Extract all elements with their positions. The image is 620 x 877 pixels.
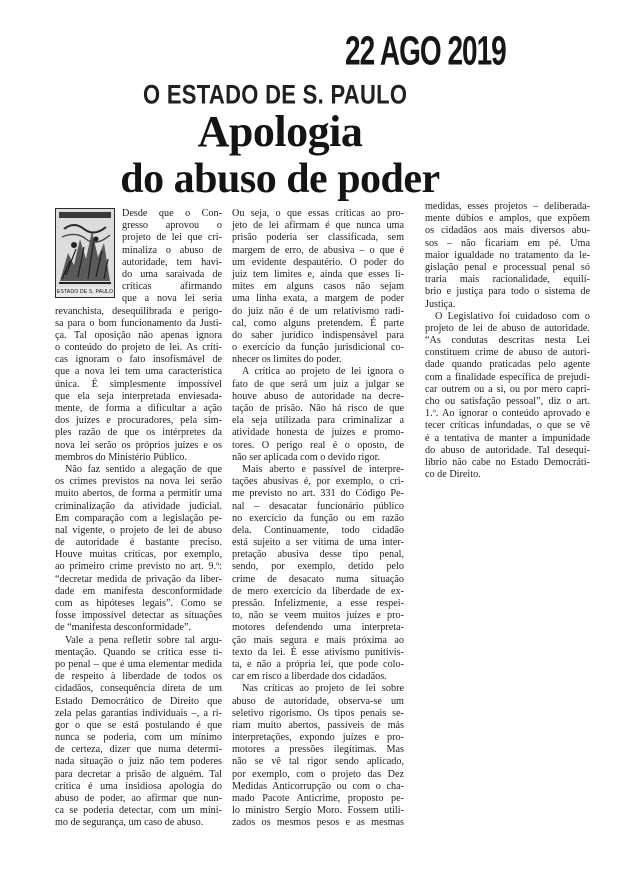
- text-line: ção mais segura e mais próxima ao: [232, 634, 404, 646]
- article-column-1: [55, 208, 222, 830]
- text-line: única. É simplesmente impossível: [55, 378, 222, 390]
- text-line: houve abuso de autoridade na decre-: [232, 390, 404, 402]
- text-line: O Legislativo foi cuidadoso com o: [435, 310, 590, 322]
- text-line: minaliza o abuso de: [122, 244, 222, 256]
- text-line: de autoridade é bastante preciso.: [55, 537, 222, 549]
- text-line: com a finalidade específica de prejudi-: [425, 371, 590, 383]
- text-line: “As condutas descritas nesta Lei: [425, 335, 590, 347]
- text-line: atividade honesta de juízes e promo-: [232, 427, 404, 439]
- text-line: o conteúdo do projeto de lei. As críti-: [55, 342, 222, 354]
- text-line: sos – não ficariam em pé. Uma: [425, 237, 590, 249]
- text-line: membros do Ministério Público.: [55, 451, 187, 463]
- text-line: interpretações, expondo juízes e pro-: [232, 732, 404, 744]
- text-line: é a tentativa de manter a impunidade: [425, 432, 590, 444]
- article-paragraph: [232, 208, 404, 366]
- article-paragraph: [425, 311, 590, 482]
- article-title-line-2: do abuso de poder: [120, 156, 440, 202]
- article-paragraph: [425, 201, 590, 311]
- text-line: me previsto no art. 331 do Código Pe-: [232, 488, 404, 500]
- article-title: [80, 108, 480, 202]
- text-line: fosse impossível detectar as situações: [55, 610, 222, 622]
- text-line: gor o que se está postulando é que: [55, 719, 222, 731]
- article-paragraph: [232, 683, 404, 829]
- text-line: de “manifesta desconformidade”.: [55, 622, 192, 634]
- text-line: do abuso de autoridade. Tal desequi-: [425, 444, 590, 456]
- text-line: dade em manifesta desconformidade: [55, 585, 222, 597]
- text-line: ao primeiro crime previsto no art. 9.º:: [55, 561, 222, 573]
- text-line: do saber jurídico indispensável para: [232, 329, 404, 341]
- text-line: que ela seja interpretada enviesada-: [55, 390, 222, 402]
- text-line: por exemplo, com o projeto das Dez: [232, 768, 404, 780]
- text-line: margem de erro, de abusiva – o que é: [232, 244, 404, 256]
- text-line: ples razão de que os intérpretes da: [55, 427, 222, 439]
- text-line: ela seja utilizada para criminalizar a: [232, 415, 404, 427]
- text-line: no exercício da função ou em razão: [232, 512, 404, 524]
- text-line: texto da lei. É esse ativismo punitivis-: [232, 646, 404, 658]
- article-title-line-1: Apologia: [197, 107, 363, 156]
- text-line: não ser aplicada com o devido rigor.: [232, 451, 380, 463]
- text-line: uma linha exata, a margem de poder: [232, 293, 404, 305]
- text-line: projeto de lei que cri-: [122, 232, 222, 244]
- text-line: com as hipóteses legais”. Como se: [55, 598, 222, 609]
- text-line: que a nova lei seria: [122, 293, 222, 305]
- text-line: de respeito à liberdade de todos os: [55, 671, 222, 683]
- text-line: motores a pressões ilegítimas. Mas: [232, 744, 404, 756]
- text-line: tores. O perigo real é o oposto, de: [232, 439, 404, 451]
- text-line: ta, e não a própria lei, que pode colo-: [232, 658, 404, 670]
- text-line: críticas afirmando: [122, 281, 222, 293]
- text-line: mado Pacote Anticrime, proposto pe-: [232, 793, 404, 804]
- text-line: nunca se poderia, com um mínimo: [55, 732, 222, 744]
- text-line: zados os mesmos pesos e as mesmas: [232, 817, 404, 829]
- text-line: co de Direito.: [425, 469, 481, 481]
- text-line: cas ignoram o fato insofismável de: [55, 354, 222, 366]
- text-line: pressão. Infelizmente, a esse respei-: [232, 598, 404, 609]
- text-line: to, não se veem muitos juízes e pro-: [232, 610, 404, 622]
- article-column-3: [425, 201, 590, 481]
- text-line: 1.º. Ao ignorar o conteúdo aprovado e: [425, 408, 590, 420]
- article-paragraph: [232, 366, 404, 464]
- text-line: autoridade, tem havi-: [122, 256, 222, 268]
- text-line: jeto de lei afirmam é que nunca uma: [232, 220, 404, 232]
- text-line: pretação abusiva desse tipo penal,: [232, 549, 404, 561]
- text-line: para decretar a prisão de alguém. Tal: [55, 768, 222, 780]
- text-line: brio e justiça para todo o sistema de: [425, 286, 590, 298]
- article-paragraph: [55, 464, 222, 635]
- text-line: dela. Continuamente, todo cidadão: [232, 524, 404, 536]
- text-line: Ou seja, o que essas críticas ao pro-: [232, 208, 404, 219]
- text-line: ca se poderia detectar, com um míni-: [55, 805, 222, 817]
- text-line: zela pelas garantias individuais –, a ri-: [55, 707, 222, 719]
- text-line: abuso de poder, ao afirmar que nun-: [55, 793, 222, 804]
- text-line: do uma saraivada de: [122, 268, 222, 280]
- text-line: Houve muitas críticas, por exemplo,: [55, 549, 222, 561]
- text-line: seletivo rigorismo. Os tipos penais se-: [232, 707, 404, 719]
- text-line: prisão poderia ser classificada, sem: [232, 232, 404, 244]
- text-line: de certeza, dizer que numa determi-: [55, 744, 222, 756]
- text-line: abuso de autoridade, observa-se um: [232, 695, 404, 707]
- text-line: Medidas Anticorrupção ou com o cha-: [232, 780, 404, 792]
- text-line: motores defendendo uma interpreta-: [232, 622, 404, 634]
- text-line: Justiça.: [425, 298, 456, 310]
- text-line: o exercício da função jurisdicional co-: [232, 342, 404, 354]
- text-line: Mais aberto e passível de interpre-: [242, 463, 404, 475]
- text-line: os cidadãos aos mais diversos abu-: [425, 225, 590, 237]
- text-line: riam muito abertos, passíveis de más: [232, 719, 404, 731]
- text-line: tações abusivas é, por exemplo, o cri-: [232, 476, 404, 488]
- text-line: cal, como alguns pretendem. É parte: [232, 317, 404, 329]
- text-line: crime de desacato numa situação: [232, 573, 404, 585]
- text-line: mo de segurança, um caso de abuso.: [55, 817, 204, 829]
- article-column-2: [232, 208, 404, 830]
- newspaper-name: O ESTADO DE S. PAULO: [143, 79, 408, 110]
- text-line: que a nova lei tem uma característica: [55, 366, 222, 378]
- text-line: está sujeito a ser vítima de uma inter-: [232, 537, 404, 549]
- text-line: Em comparação com a legislação pe-: [55, 512, 222, 524]
- text-line: ça. Tal oposição não apenas ignora: [55, 329, 222, 341]
- stamp-date: 22 AGO 2019: [345, 28, 506, 74]
- text-line: não se vê tal rigor sendo aplicado,: [232, 756, 404, 768]
- text-line: mites em alguns casos não sejam: [232, 281, 404, 293]
- text-line: gresso aprovou o: [122, 220, 222, 232]
- text-line: mente, de forma a dificultar a ação: [55, 403, 222, 414]
- text-line: constituem crime de abuso de autori-: [425, 347, 590, 359]
- text-line: nhecer os limites do poder.: [232, 354, 342, 366]
- text-line: traria mais racionalidade, equilí-: [425, 274, 590, 286]
- text-line: medidas, esses projetos – deliberada-: [425, 201, 590, 212]
- text-line: do juiz não é de um relativismo radi-: [232, 305, 404, 317]
- text-line: um evidente despautério. O poder do: [232, 256, 404, 268]
- text-line: tecer críticas infundadas, o que se vê: [425, 420, 590, 432]
- text-line: projeto de lei de abuso de autoridade.: [425, 322, 590, 334]
- article-paragraph: [232, 464, 404, 683]
- text-line: gislação penal e processual penal só: [425, 261, 590, 273]
- text-line: nada situação o juiz não tem poderes: [55, 756, 222, 768]
- text-line: revanchista, desequilibrada e perigo-: [55, 305, 222, 317]
- text-line: po penal – que é uma elementar medida: [55, 658, 222, 670]
- text-line: lo ministro Sergio Moro. Fossem utili-: [232, 805, 404, 817]
- text-line: tação de prisão. Não há risco de que: [232, 403, 404, 414]
- text-line: nal – desacatar funcionário público: [232, 500, 404, 512]
- text-line: sendo, por exemplo, detido pelo: [232, 561, 404, 573]
- text-line: nal vigente, o projeto de lei de abuso: [55, 524, 222, 536]
- text-line: A crítica ao projeto de lei ignora o: [242, 366, 404, 378]
- text-line: de mero exercício da liberdade de ex-: [232, 585, 404, 597]
- text-line: Nas críticas ao projeto de lei sobre: [242, 683, 404, 695]
- text-line: cidadãos, consequência direta de um: [55, 683, 222, 695]
- text-line: mentação. Quando se critica esse ti-: [55, 646, 222, 658]
- text-line: criminalização da atividade judicial.: [55, 500, 222, 512]
- text-line: maior igualdade no tratamento da le-: [425, 249, 590, 261]
- text-line: mente dúbios e amplos, que expõem: [425, 213, 590, 225]
- text-line: nova lei serão os próprios juízes e os: [55, 439, 222, 451]
- text-line: os crimes previstos na nova lei serão: [55, 476, 222, 488]
- engraving-illustration-icon: [56, 209, 114, 287]
- text-line: Desde que o Con-: [122, 208, 222, 219]
- newspaper-logo-illustration: [55, 208, 115, 298]
- text-line: muito abertos, de forma a permitir uma: [55, 488, 222, 500]
- article-paragraph: [55, 635, 222, 830]
- text-line: crítica é uma insidiosa apologia do: [55, 780, 222, 792]
- text-line: “decretar medida de privação da liber-: [55, 573, 222, 585]
- text-line: fato de que será um juiz a julgar se: [232, 378, 404, 390]
- text-line: juiz tem limites e, ainda que esses li-: [232, 268, 404, 280]
- text-line: cho ou satisfação pessoal”, diz o art.: [425, 396, 590, 407]
- text-line: Vale a pena refletir sobre tal argu-: [65, 634, 222, 646]
- text-line: Estado Democrático de Direito que: [55, 695, 222, 707]
- logo-caption: ESTADO DE S. PAULO: [56, 289, 114, 295]
- text-line: car em risco a liberdade dos cidadãos.: [232, 671, 387, 683]
- text-line: líbrio não cabe no Estado Democráti-: [425, 456, 590, 468]
- text-line: car outrem ou a si, ou por mero capri-: [425, 383, 590, 395]
- text-line: dade quando praticadas pelo agente: [425, 359, 590, 371]
- text-line: sa para o bom funcionamento da Justi-: [55, 317, 222, 329]
- text-line: Não faz sentido a alegação de que: [65, 463, 222, 475]
- text-line: dos juízes e procuradores, pela sim-: [55, 415, 222, 427]
